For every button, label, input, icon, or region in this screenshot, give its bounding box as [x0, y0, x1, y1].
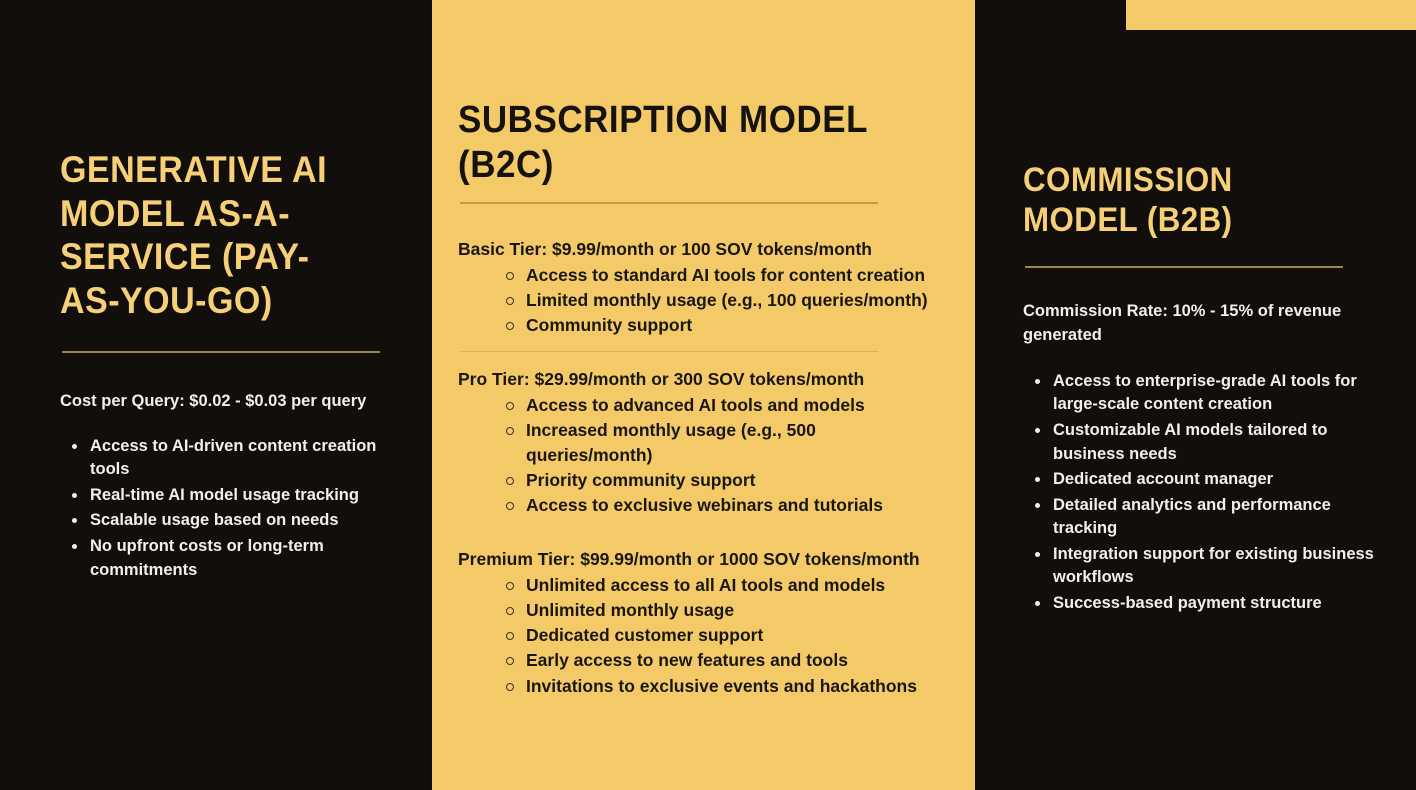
- list-item: Early access to new features and tools: [504, 648, 945, 672]
- list-item: Unlimited monthly usage: [504, 598, 945, 622]
- panel-left-heading: GENERATIVE AI MODEL AS-A-SERVICE (PAY-AS-YOU-GO): [60, 149, 327, 321]
- list-item: Dedicated account manager: [1023, 468, 1376, 492]
- list-item: Community support: [504, 313, 945, 337]
- panel-right-heading: COMMISSION MODEL (B2B): [1023, 161, 1233, 240]
- divider-left: [62, 351, 380, 353]
- tier-pro-list: [504, 393, 945, 517]
- tier-title: Basic Tier: $9.99/month or 100 SOV tokens/month: [458, 238, 872, 259]
- tier-premium: [458, 548, 945, 698]
- panel-commission-model: [975, 0, 1416, 790]
- panel-subscription-model: [432, 0, 975, 790]
- list-item: Increased monthly usage (e.g., 500 queries/month): [504, 418, 945, 466]
- panel-pay-as-you-go: [0, 0, 432, 790]
- list-item: Customizable AI models tailored to business needs: [1023, 419, 1376, 466]
- list-item: Dedicated customer support: [504, 623, 945, 647]
- list-item: Scalable usage based on needs: [60, 509, 386, 533]
- list-item: Detailed analytics and performance tracking: [1023, 494, 1376, 541]
- tier-title: Pro Tier: $29.99/month or 300 SOV tokens/month: [458, 369, 865, 390]
- list-item: Integration support for existing business workflows: [1023, 543, 1376, 590]
- panel-right-lead: Commission Rate: 10% - 15% of revenue generated: [1023, 302, 1342, 344]
- tier-pro: [458, 368, 945, 517]
- divider-middle: [460, 202, 878, 204]
- list-item: Real-time AI model usage tracking: [60, 484, 386, 508]
- list-item: Access to AI-driven content creation tools: [60, 435, 386, 482]
- panel-left-bullet-list: [60, 435, 386, 583]
- list-item: Limited monthly usage (e.g., 100 queries/month): [504, 288, 945, 312]
- list-item: Access to exclusive webinars and tutorials: [504, 493, 945, 517]
- list-item: Success-based payment structure: [1023, 592, 1376, 616]
- list-item: Access to advanced AI tools and models: [504, 393, 945, 417]
- tier-title: Premium Tier: $99.99/month or 1000 SOV tokens/month: [458, 548, 920, 569]
- panel-right-bullet-list: [1023, 370, 1376, 616]
- list-item: No upfront costs or long-term commitments: [60, 535, 386, 582]
- panel-middle-heading: SUBSCRIPTION MODEL (B2C): [458, 99, 868, 186]
- tier-basic-list: [504, 263, 945, 337]
- list-item: Priority community support: [504, 468, 945, 492]
- tier-premium-list: [504, 573, 945, 698]
- list-item: Invitations to exclusive events and hackathons: [504, 674, 945, 698]
- list-item: Unlimited access to all AI tools and models: [504, 573, 945, 597]
- list-item: Access to standard AI tools for content creation: [504, 263, 945, 287]
- divider-right: [1025, 266, 1343, 268]
- tier-separator: [460, 351, 878, 352]
- list-item: Access to enterprise-grade AI tools for large-scale content creation: [1023, 370, 1376, 417]
- tier-basic: [458, 238, 945, 338]
- panel-left-lead: Cost per Query: $0.02 - $0.03 per query: [60, 391, 367, 410]
